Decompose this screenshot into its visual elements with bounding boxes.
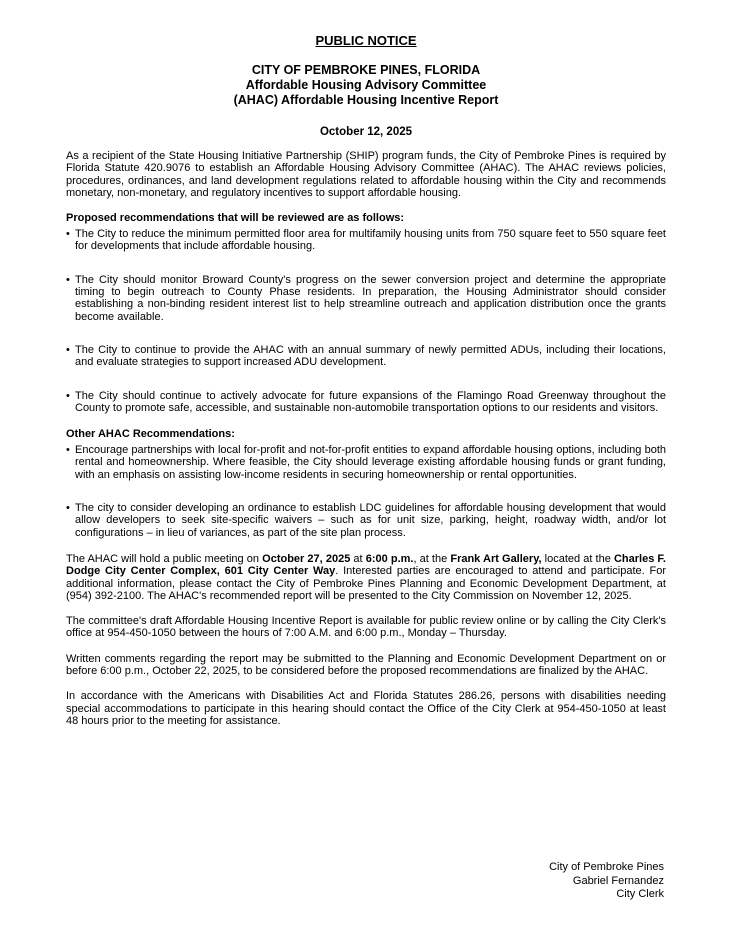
meeting-date: October 27, 2025 bbox=[262, 552, 351, 565]
list-item: • Encourage partnerships with local for-profit and not-for-profit entities to expand affordable housing options, including both rental and homeownership. Where feasible, the City should leverage existing affordable housing funds or grant funding, with an emphasis on assisting low-income residents in securing homeownership or rental opportunities. bbox=[66, 444, 666, 481]
signature-block bbox=[549, 861, 664, 902]
list-item: • The City should monitor Broward County's progress on the sewer conversion project and determine the appropriate timing to begin outreach to County Phase residents. In preparation, the Housing Administrator should consider establishing a non-binding resident interest list to help streamline outreach and application distribution once the grants become available. bbox=[66, 274, 666, 323]
list-item: • The City should continue to actively advocate for future expansions of the Flamingo Road Greenway throughout the County to promote safe, accessible, and sustainable non-automobile transportation options to our residents and visitors. bbox=[66, 390, 666, 415]
notice-date: October 12, 2025 bbox=[319, 126, 413, 138]
meeting-text: The AHAC will hold a public meeting on bbox=[66, 552, 263, 565]
other-heading: Other AHAC Recommendations: bbox=[66, 428, 235, 441]
notice-title: PUBLIC NOTICE bbox=[315, 33, 417, 48]
list-item: • The city to consider developing an ordinance to establish LDC guidelines for affordable housing development that would allow developers to seek site-specific waivers – such as for unit size, parking, height, roadway width, and/or lot configurations – in lieu of variances, as part of the site plan process. bbox=[66, 502, 666, 539]
city-heading: CITY OF PEMBROKE PINES, FLORIDA bbox=[251, 63, 481, 77]
meeting-text: , at the bbox=[413, 552, 451, 565]
signature-title: City Clerk bbox=[616, 888, 664, 900]
meeting-time: 6:00 p.m. bbox=[365, 552, 414, 565]
comments-paragraph: Written comments regarding the report may be submitted to the Planning and Economic Development Department on or before 6:00 p.m., October 22, 2025, to be considered before the proposed recommendations are finalized by the AHAC. bbox=[66, 652, 666, 678]
intro-paragraph: As a recipient of the State Housing Initiative Partnership (SHIP) program funds, the City of Pembroke Pines is required by Florida Statute 420.9076 to establish an Affordable Housing Advisory Committee (AHAC). The AHAC reviews policies, procedures, ordinances, and land development regulations related to affordable housing within the City and recommends monetary, non-monetary, and regulatory incentives to support affordable housing. bbox=[66, 150, 666, 199]
meeting-text: at bbox=[350, 552, 366, 565]
meeting-venue: Frank Art Gallery, bbox=[450, 552, 542, 565]
meeting-paragraph bbox=[66, 553, 666, 602]
other-list bbox=[66, 444, 666, 539]
list-item: • The City to continue to provide the AHAC with an annual summary of newly permitted ADUs, including their locations, and evaluate strategies to support increased ADU development. bbox=[66, 344, 666, 369]
meeting-location: Charles F. Dodge City Center Complex, 601 City Center Way bbox=[66, 552, 666, 578]
meeting-text: . Interested parties are encouraged to attend and participate. For additional information, please contact the City of Pembroke Pines Planning and Economic Development Department, at (954) 392-2100. The AHAC's recommended report will be presented to the City Commission on November 12, 2025. bbox=[66, 565, 666, 602]
signature-name: Gabriel Fernandez bbox=[572, 874, 664, 887]
proposed-heading: Proposed recommendations that will be reviewed are as follows: bbox=[66, 212, 405, 225]
ada-paragraph: In accordance with the Americans with Disabilities Act and Florida Statutes 286.26, persons with disabilities needing special accommodations to participate in this hearing should contact the Office of the City Clerk at 954-450-1050 at least 48 hours prior to the meeting for assistance. bbox=[66, 690, 666, 727]
availability-paragraph: The committee's draft Affordable Housing Incentive Report is available for public review online or by calling the City Clerk's office at 954-450-1050 between the hours of 7:00 A.M. and 6:00 p.m., Monday – Thursday. bbox=[66, 615, 666, 640]
list-item: • The City to reduce the minimum permitted floor area for multifamily housing units from 750 square feet to 550 square feet for developments that include affordable housing. bbox=[66, 228, 666, 253]
signature-city: City of Pembroke Pines bbox=[549, 861, 664, 873]
meeting-text: located at the bbox=[541, 552, 614, 565]
committee-heading: Affordable Housing Advisory Committee bbox=[245, 78, 487, 92]
proposed-list bbox=[66, 228, 666, 414]
report-heading: (AHAC) Affordable Housing Incentive Report bbox=[233, 93, 499, 107]
